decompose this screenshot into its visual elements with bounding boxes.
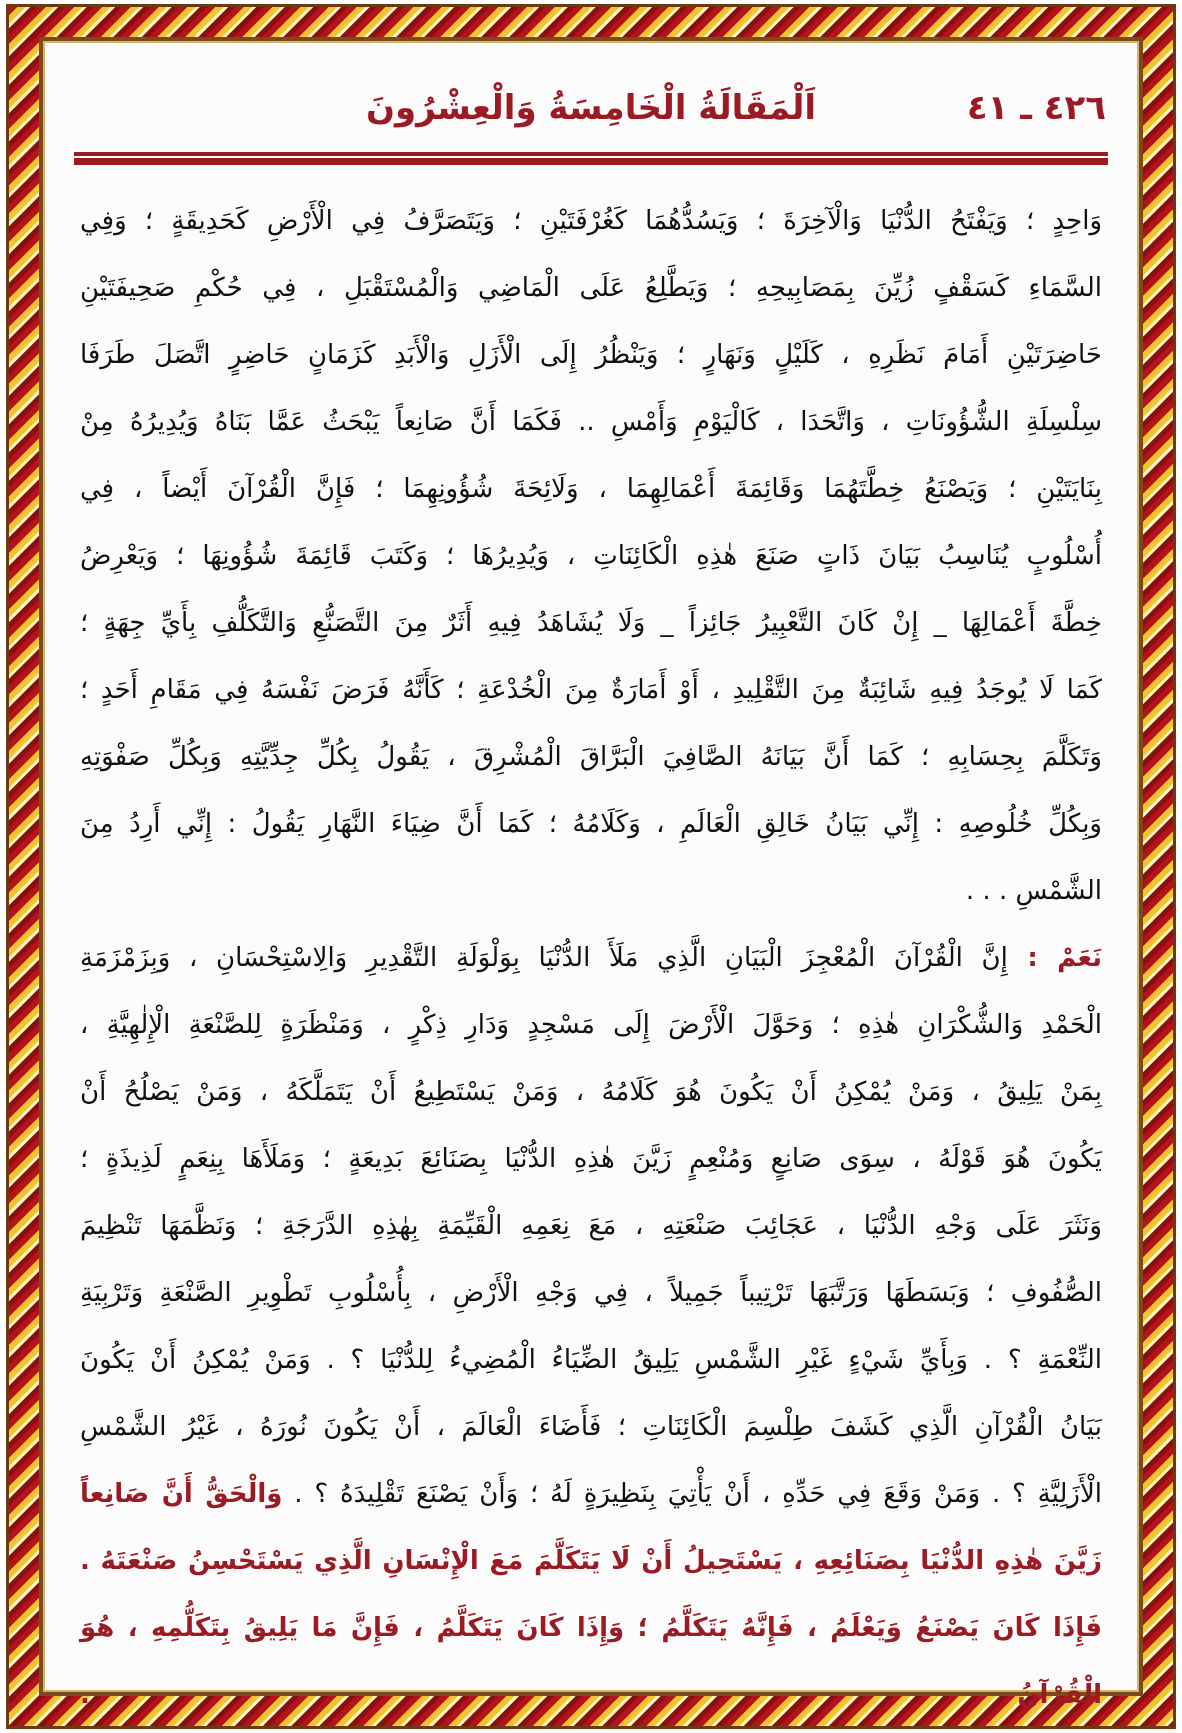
page-body-text xyxy=(80,188,1102,1729)
text-line xyxy=(80,389,1102,456)
text-segment: الْحَمْدِ وَالشُّكْرَانِ هٰذِهِ ؛ وَحَوَّلَ الْأَرْضَ إِلَى مَسْجِدٍ وَدَارِ ذِكْرٍ ، وَمَنْظَرَةٍ لِلصَّنْعَةِ الْإِلٰهِيَّةِ ، xyxy=(80,1010,1102,1040)
text-segment: وَاحِدٍ ؛ وَيَفْتَحُ الدُّنْيَا وَالْآخِرَةَ ؛ وَيَسُدُّهُمَا كَغُرْفَتَيْنِ ؛ وَيَتَصَرَّفُ فِي الْأَرْضِ كَحَدِيقَةٍ ؛ وَفِي xyxy=(80,206,1102,236)
text-segment: السَّمَاءِ كَسَقْفٍ زُيِّنَ بِمَصَابِيحِهِ ؛ وَيَطَّلِعُ عَلَى الْمَاضِي وَالْمُسْتَقْبَلِ ، فِي حُكْمِ صَحِيفَتَيْنِ xyxy=(80,273,1102,303)
text-segment: أُسْلُوبٍ يُنَاسِبُ بَيَانَ ذَاتٍ صَنَعَ هٰذِهِ الْكَائِنَاتِ ، وَيُدِيرُهَا ؛ وَكَتَبَ قَائِمَةَ شُؤُونِهَا ؛ وَيَعْرِضُ xyxy=(80,541,1102,571)
text-segment: الشَّمْسِ . . . xyxy=(965,876,1102,906)
text-segment: بِمَنْ يَلِيقُ ، وَمَنْ يُمْكِنُ أَنْ يَكُونَ هُوَ كَلَامُهُ ، وَمَنْ يَسْتَطِيعُ أَنْ يَتَمَلَّكَهُ ، وَمَنْ يَصْلُحُ أَنْ xyxy=(80,1077,1102,1107)
page-number: ٤٢٦ ـ ٤١ xyxy=(966,88,1106,128)
highlighted-text: نَعَمْ : xyxy=(1007,943,1102,973)
text-segment: إِنَّ الْقُرْآنَ الْمُعْجِزَ الْبَيَانِ الَّذِي مَلَأَ الدُّنْيَا بِوَلْوَلَةِ التَّقْدِيرِ وَالِاسْتِحْسَانِ ، وَبِزَمْزَمَةِ xyxy=(80,943,1008,973)
text-line xyxy=(80,188,1102,255)
text-line xyxy=(80,657,1102,724)
text-segment: يَكُونَ هُوَ قَوْلَهُ ، سِوَى صَانِعٍ وَمُنْعِمٍ زَيَّنَ هٰذِهِ الدُّنْيَا بِصَنَائِعَ بَدِيعَةٍ ؛ وَمَلَأَهَا بِنِعَمٍ لَذِيذَةٍ ؛ xyxy=(80,1144,1102,1174)
highlighted-text: فَإِذَا كَانَ يَصْنَعُ وَيَعْلَمُ ، فَإِنَّهُ يَتَكَلَّمُ ؛ وَإِذَا كَانَ يَتَكَلَّمُ ، فَإِنَّ مَا يَلِيقُ بِتَكَلُّمِهِ ، هُوَ الْقُرْآنُ . xyxy=(80,1613,1102,1710)
header-divider-thick xyxy=(74,158,1108,165)
text-segment: وَتَكَلَّمَ بِحِسَابِهِ ؛ كَمَا أَنَّ بَيَانَهُ الصَّافِيَ الْبَرَّاقَ الْمُشْرِقَ ، يَقُولُ بِكُلِّ جِدِّيَّتِهِ وَبِكُلِّ صَفْوَتِهِ xyxy=(80,742,1102,772)
text-segment: بَيَانُ الْقُرْآنِ الَّذِي كَشَفَ طِلْسِمَ الْكَائِنَاتِ ؛ فَأَضَاءَ الْعَالَمَ ، أَنْ يَكُونَ نُورَهُ ، غَيْرُ الشَّمْسِ xyxy=(80,1412,1102,1442)
text-line xyxy=(80,992,1102,1059)
header-divider xyxy=(74,152,1108,156)
text-segment: بِنَايَتَيْنِ ؛ وَيَصْنَعُ خِطَّتَهُمَا وَقَائِمَةَ أَعْمَالِهِمَا ، وَلَائِحَةَ شُؤُونِهِمَا ؛ فَإِنَّ الْقُرْآنَ أَيْضاً ، فِي xyxy=(80,474,1102,504)
text-line xyxy=(80,1461,1102,1528)
text-segment: وَنَثَرَ عَلَى وَجْهِ الدُّنْيَا ، عَجَائِبَ صَنْعَتِهِ ، مَعَ نِعَمِهِ الْقَيِّمَةِ بِهٰذِهِ الدَّرَجَةِ ؛ وَنَظَّمَهَا تَنْظِيمَ xyxy=(80,1211,1102,1241)
text-segment: سِلْسِلَةِ الشُّؤُونَاتِ ، وَاتَّحَدَا ، كَالْيَوْمِ وَأَمْسِ .. فَكَمَا أَنَّ صَانِعاً يَبْحَثُ عَمَّا بَنَاهُ وَيُدِيرُهُ مِنْ xyxy=(80,407,1102,437)
page-header xyxy=(76,88,1106,138)
text-line xyxy=(80,925,1102,992)
text-segment: الصُّفُوفِ ؛ وَبَسَطَهَا وَرَتَّبَهَا تَرْتِيباً جَمِيلاً ، فِي وَجْهِ الْأَرْضِ ، بِأُسْلُوبِ تَطْوِيرِ الصَّنْعَةِ وَتَرْبِيَةِ xyxy=(80,1278,1102,1308)
text-line xyxy=(80,322,1102,389)
text-line xyxy=(80,858,1102,925)
text-line xyxy=(80,1260,1102,1327)
text-line xyxy=(80,1193,1102,1260)
text-segment: وَبِكُلِّ خُلُوصِهِ : إِنِّي بَيَانُ خَالِقِ الْعَالَمِ ، وَكَلَامُهُ ؛ كَمَا أَنَّ ضِيَاءَ النَّهَارِ يَقُولُ : إِنِّي أَرِدُ مِنَ xyxy=(80,809,1102,839)
text-segment: كَمَا لَا يُوجَدُ فِيهِ شَائِبَةٌ مِنَ التَّقْلِيدِ ، أَوْ أَمَارَةٌ مِنَ الْخُدْعَةِ ؛ كَأَنَّهُ فَرَضَ نَفْسَهُ فِي مَقَامِ أَحَدٍ ؛ xyxy=(80,675,1102,705)
text-line xyxy=(80,590,1102,657)
text-segment: النِّعْمَةِ ؟ . وَبِأَيِّ شَيْءٍ غَيْرِ الشَّمْسِ يَلِيقُ الضِّيَاءُ الْمُضِيءُ لِلدُّنْيَا ؟ . وَمَنْ يُمْكِنُ أَنْ يَكُونَ xyxy=(80,1345,1102,1375)
highlighted-text: زَيَّنَ هٰذِهِ الدُّنْيَا بِصَنَائِعِهِ ، يَسْتَحِيلُ أَنْ لَا يَتَكَلَّمَ مَعَ الْإِنْسَانِ الَّذِي يَسْتَحْسِنُ صَنْعَتَهُ . xyxy=(80,1546,1102,1576)
text-segment: حَاضِرَتَيْنِ أَمَامَ نَظَرِهِ ، كَلَيْلٍ وَنَهَارٍ ؛ وَيَنْظُرُ إِلَى الْأَزَلِ وَالْأَبَدِ كَزَمَانٍ حَاضِرٍ اتَّصَلَ طَرَفَا xyxy=(80,340,1102,370)
text-line xyxy=(80,523,1102,590)
text-line xyxy=(80,1327,1102,1394)
text-line xyxy=(80,1059,1102,1126)
text-line xyxy=(80,1126,1102,1193)
page-title: اَلْمَقَالَةُ الْخَامِسَةُ وَالْعِشْرُونَ xyxy=(365,88,817,128)
text-line xyxy=(80,1394,1102,1461)
text-line xyxy=(80,255,1102,322)
text-line xyxy=(80,724,1102,791)
text-line xyxy=(80,1595,1102,1729)
text-line xyxy=(80,791,1102,858)
text-segment: خِطَّةَ أَعْمَالِهَا _ إِنْ كَانَ التَّعْبِيرُ جَائِزاً _ وَلَا يُشَاهَدُ فِيهِ أَثَرٌ مِنَ التَّصَنُّعِ وَالتَّكَلُّفِ بِأَيِّ جِهَةٍ ؛ xyxy=(80,608,1102,638)
highlighted-text: وَالْحَقُّ أَنَّ صَانِعاً xyxy=(80,1479,283,1509)
text-segment: الْأَزَلِيَّةِ ؟ . وَمَنْ وَقَعَ فِي حَدِّهِ ، أَنْ يَأْتِيَ بِنَظِيرَةٍ لَهُ ؛ وَأَنْ يَصْنَعَ تَقْلِيدَهُ ؟ . xyxy=(282,1479,1102,1509)
text-line xyxy=(80,1528,1102,1595)
text-line xyxy=(80,456,1102,523)
